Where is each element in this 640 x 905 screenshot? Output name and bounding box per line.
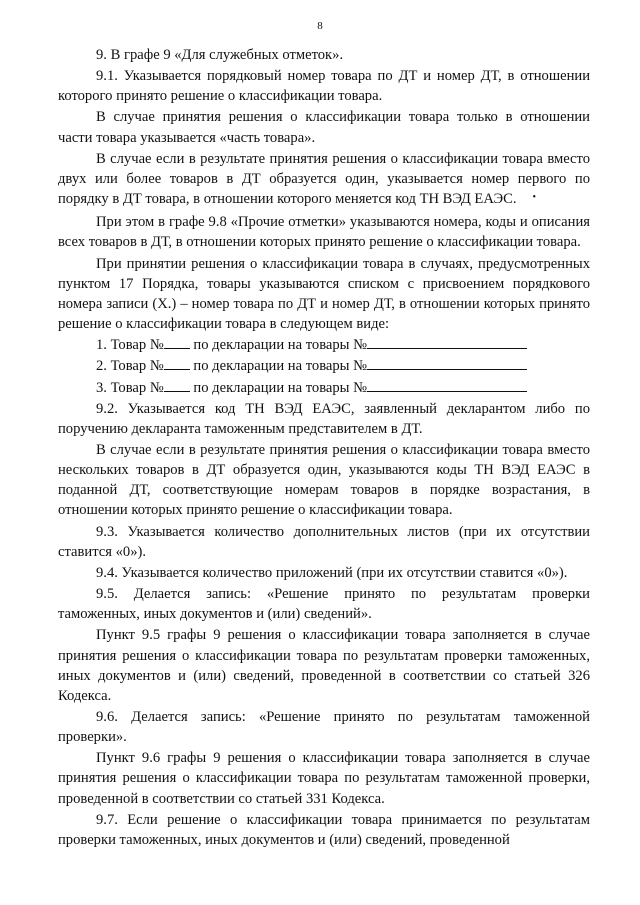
document-body xyxy=(58,45,590,850)
paragraph-9-1: 9.1. Указывается порядковый номер товара по ДТ и номер ДТ, в отношении которого принято решение о классификации товара. xyxy=(58,68,590,105)
paragraph-part-of-goods: В случае принятия решения о классификации товара только в отношении части товара указывается «часть товара». xyxy=(58,109,590,146)
declaration-number-blank xyxy=(367,334,527,349)
list-item-mid: по декларации на товары № xyxy=(193,379,368,396)
paragraph-merged-goods xyxy=(58,149,590,211)
paragraph-9-3: 9.3. Указывается количество дополнительных листов (при их отсутствии ставится «0»). xyxy=(58,523,590,560)
list-item-3 xyxy=(96,377,590,398)
paragraph-9-4: 9.4. Указывается количество приложений (при их отсутствии ставится «0»). xyxy=(96,564,568,581)
stray-mark: • xyxy=(532,192,537,204)
declaration-number-blank xyxy=(367,355,527,370)
page-number: 8 xyxy=(317,20,323,32)
paragraph-9-6-note: Пункт 9.6 графы 9 решения о классификации товара заполняется в случае принятия решения о классификации товара по результатам таможенной проверки, проведенной в соответствии со статьей 331 Кодекса. xyxy=(58,750,590,807)
paragraph-9: 9. В графе 9 «Для служебных отметок». xyxy=(96,47,344,63)
paragraph-codes-order: В случае если в результате принятия решения о классификации товара вместо нескольких товаров в ДТ образуется один, указываются коды ТН ВЭД ЕАЭС в поданной ДТ, соответствующие номерам товаров в порядке возрастания, в отношении которых принято решение о классификации товара. xyxy=(58,441,590,519)
list-item-1 xyxy=(96,334,590,355)
paragraph-9-5-note: Пункт 9.5 графы 9 решения о классификации товара заполняется в случае принятия решения о классификации товара по результатам проверки таможенных, иных документов и (или) сведений, проведенной в соответствии со статьей 326 Кодекса. xyxy=(58,627,590,704)
declaration-number-blank xyxy=(367,377,527,392)
goods-number-blank xyxy=(164,355,190,370)
list-item-prefix: 1. Товар № xyxy=(96,337,164,354)
goods-number-blank xyxy=(164,334,190,349)
goods-number-blank xyxy=(164,377,190,392)
list-item-mid: по декларации на товары № xyxy=(193,337,368,354)
list-item-mid: по декларации на товары № xyxy=(193,358,368,375)
list-item-prefix: 3. Товар № xyxy=(96,379,164,396)
list-item-2 xyxy=(96,355,590,376)
list-item-prefix: 2. Товар № xyxy=(96,358,164,375)
paragraph-9-2: 9.2. Указывается код ТН ВЭД ЕАЭС, заявленный декларантом либо по поручению декларанта таможенным представителем в ДТ. xyxy=(58,400,590,437)
paragraph-merged-goods-text: В случае если в результате принятия решения о классификации товара вместо двух или более товаров в ДТ образуется один, указывается номер первого по порядку в ДТ товара, в отношении которого меняется код ТН ВЭД ЕАЭС. xyxy=(58,150,590,208)
paragraph-list-intro: При принятии решения о классификации товара в случаях, предусмотренных пунктом 17 Порядка, товары указываются списком с присвоением порядкового номера записи (Х.) – номер товара по ДТ и номер ДТ, в отношении которых принято решение о классификации товара в следующем виде: xyxy=(58,255,590,333)
paragraph-other-notes: При этом в графе 9.8 «Прочие отметки» указываются номера, коды и описания всех товаров в ДТ, в отношении которых принято решение о классификации товара. xyxy=(58,214,590,251)
paragraph-9-7: 9.7. Если решение о классификации товара принимается по результатам проверки таможенных, иных документов и (или) сведений, проведенной xyxy=(58,811,590,848)
paragraph-9-6: 9.6. Делается запись: «Решение принято по результатам таможенной проверки». xyxy=(58,709,590,746)
paragraph-9-5: 9.5. Делается запись: «Решение принято по результатам проверки таможенных, иных документов и (или) сведений». xyxy=(58,586,590,623)
